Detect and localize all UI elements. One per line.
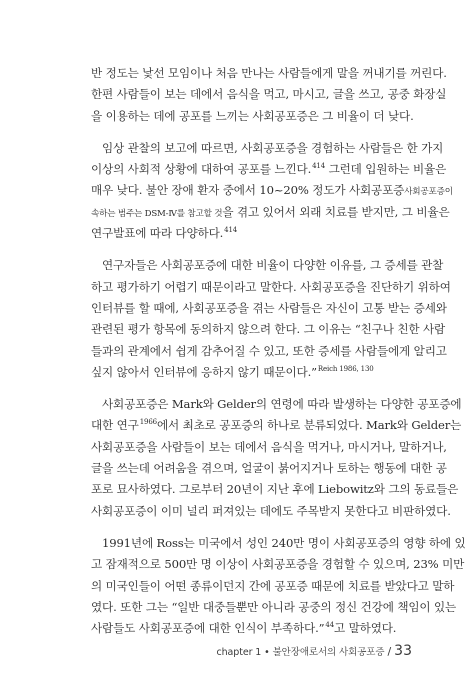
text-line: 매우 낮다. 불안 장애 환자 중에서 10~20% 정도가 사회공포증사회공포증이 [91, 183, 453, 198]
text-line: 의 미국인들이 어떤 종류이던지 간에 공포증 때문에 치료를 받았다고 말하 [91, 578, 455, 593]
body-text [91, 63, 466, 639]
footer-separator: / [387, 645, 392, 658]
page-number: 33 [394, 643, 412, 659]
paragraph-start-line: 사회공포증은 Mark와 Gelder의 연령에 따라 발생하는 다양한 공포증에 [102, 397, 462, 412]
citation-superscript: 1966 [139, 418, 157, 427]
text-line: 사회공포증이 이미 널리 퍼져있는 데에도 주목받지 못한다고 비판하였다. [91, 503, 451, 518]
text-line: 사람들도 사회공포증에 대한 인식이 부족하다.”$^{44}$고 말하였다. [91, 621, 397, 636]
paragraph-start-line: 임상 관찰의 보고에 따르면, 사회공포증을 경험하는 사람들은 한 가지 [102, 140, 444, 155]
text-line: 싶지 않아서 인터뷰에 응하지 않기 때문이다.”$^{Reich 1986, 130}$ [91, 364, 374, 379]
inline-note: 사회공포증이 [404, 187, 453, 198]
text-line: 관련된 평가 항목에 동의하지 않으려 한다. 그 이유는 “친구나 친한 사람 [91, 322, 446, 337]
text-line: 속하는 범주는 DSM-Ⅳ를 참고할 것을 겪고 있어서 외래 치료를 받지만, 그 비율은 [91, 204, 450, 219]
chapter-label: chapter 1 • 불안장애로서의 사회공포증 [216, 647, 385, 658]
text-line: 연구발표에 따라 다양하다.$^{414}$ [91, 226, 238, 241]
text-line: 고 잠재적으로 500만 명 이상이 사회공포증을 경험할 수 있으며, 23% 미만 [91, 557, 465, 572]
text-line: 하고 평가하기 어렵기 때문이라고 말한다. 사회공포증을 진단하기 위하여 [91, 279, 451, 294]
text-line: 인터뷰를 할 때에, 사회공포증을 겪는 사람들은 자신이 고통 받는 증세와 [91, 300, 447, 315]
paragraph-start-line: 1991년에 Ross는 미국에서 성인 240만 명이 사회공포증의 영향 하에 있 [102, 535, 466, 550]
text-line: 을 이용하는 데에 공포를 느끼는 사회공포증은 그 비율이 더 낮다. [91, 108, 414, 123]
paragraph-start-line: 연구자들은 사회공포증에 대한 비율이 다양한 이유를, 그 증세를 관찰 [102, 258, 444, 273]
citation-superscript: 44 [325, 621, 335, 630]
text-line: 반 정도는 낯선 모임이나 처음 만나는 사람들에게 말을 꺼내기를 꺼린다. [91, 66, 447, 80]
text-line: 들과의 관계에서 쉽게 감추어질 수 있고, 또한 증세를 사람들에게 알리고 [91, 343, 447, 358]
page-footer [217, 640, 412, 659]
text-line: 대한 연구$^{1966}$에서 최초로 공포증의 하나로 분류되었다. Mark와 Gelder는 [91, 418, 462, 433]
text-line: 포로 묘사하였다. 그로부터 20년이 지난 후에 Liebowitz와 그의 동료들은 [91, 482, 459, 497]
text-line: 였다. 또한 그는 “일반 대중들뿐만 아니라 공중의 정신 건강에 책임이 있는 [91, 599, 457, 614]
citation-superscript: Reich 1986, 130 [317, 364, 374, 373]
text-line: 이상의 사회적 상황에 대하여 공포를 느낀다.$^{414}$ 그런데 입원하는 비율은 [91, 162, 447, 177]
citation-superscript: 414 [224, 226, 238, 235]
citation-superscript: 414 [312, 162, 326, 171]
inline-note: 속하는 범주는 DSM-Ⅳ를 참고할 것 [91, 208, 223, 219]
text-line: 글을 쓰는데 어려움을 겪으며, 얼굴이 붉어지거나 토하는 행동에 대한 공 [91, 461, 447, 476]
text-line: 사회공포증을 사람들이 보는 데에서 음식을 먹거나, 마시거나, 말하거나, [91, 439, 447, 454]
text-line: 한편 사람들이 보는 데에서 음식을 먹고, 마시고, 글을 쓰고, 공중 화장실 [91, 87, 447, 102]
